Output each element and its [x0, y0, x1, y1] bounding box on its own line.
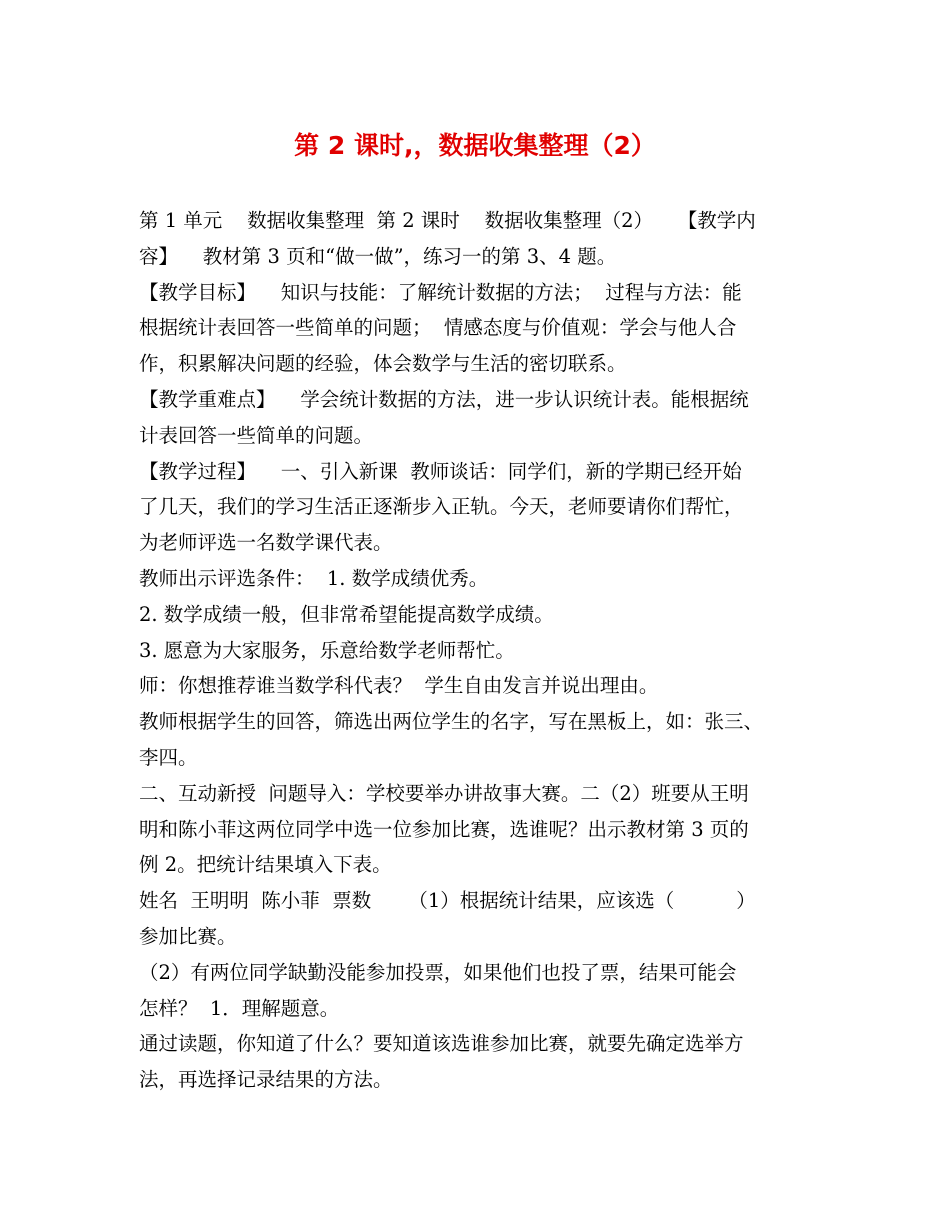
text-line: 参加比赛。 [139, 924, 237, 948]
text-line: 李四。 [139, 745, 198, 769]
text-line: 容】 教材第 3 页和“做一做”，练习一的第 3、4 题。 [139, 244, 617, 268]
text-line: 法，再选择记录结果的方法。 [139, 1068, 393, 1092]
text-line: 作，积累解决问题的经验，体会数学与生活的密切联系。 [139, 352, 627, 376]
text-line: 【教学过程】 一、引入新课 教师谈话：同学们，新的学期已经开始 [139, 459, 742, 483]
text-line: 通过读题，你知道了什么？要知道该选谁参加比赛，就要先确定选举方 [139, 1032, 744, 1056]
text-line: 明和陈小菲这两位同学中选一位参加比赛，选谁呢？出示教材第 3 页的 [139, 817, 749, 841]
text-line: 第 1 单元 数据收集整理 第 2 课时 数据收集整理（2） 【教学内 [139, 209, 756, 232]
document-body [139, 203, 815, 1098]
text-line: 教师出示评选条件： 1. 数学成绩优秀。 [139, 566, 489, 590]
text-line: 例 2。把统计结果填入下表。 [139, 853, 392, 877]
text-line: 【教学重难点】 学会统计数据的方法，进一步认识统计表。能根据统 [139, 387, 749, 411]
page-title: 第 2 课时,，数据收集整理（2） [294, 131, 656, 160]
text-line: 师：你想推荐谁当数学科代表？ 学生自由发言并说出理由。 [139, 674, 659, 698]
text-line: 教师根据学生的回答，筛选出两位学生的名字，写在黑板上，如：张三、 [139, 710, 764, 734]
text-line: 姓名 王明明 陈小菲 票数 （1）根据统计结果，应该选（ ） [139, 889, 756, 913]
text-line: 二、互动新授 问题导入：学校要举办讲故事大赛。二（2）班要从王明 [139, 781, 749, 805]
text-line: （2）有两位同学缺勤没能参加投票，如果他们也投了票，结果可能会 [139, 960, 737, 984]
text-line: 怎样？ 1．理解题意。 [139, 996, 340, 1020]
text-line: 2. 数学成绩一般，但非常希望能提高数学成绩。 [139, 602, 554, 626]
text-line: 计表回答一些简单的问题。 [139, 423, 374, 447]
text-line: 为老师评选一名数学课代表。 [139, 531, 393, 555]
text-line: 根据统计表回答一些简单的问题； 情感态度与价值观：学会与他人合 [139, 316, 737, 340]
text-line: 3. 愿意为大家服务，乐意给数学老师帮忙。 [139, 638, 515, 662]
text-line: 了几天，我们的学习生活正逐渐步入正轨。今天，老师要请你们帮忙， [139, 495, 744, 519]
text-line: 【教学目标】 知识与技能：了解统计数据的方法； 过程与方法：能 [139, 280, 742, 304]
